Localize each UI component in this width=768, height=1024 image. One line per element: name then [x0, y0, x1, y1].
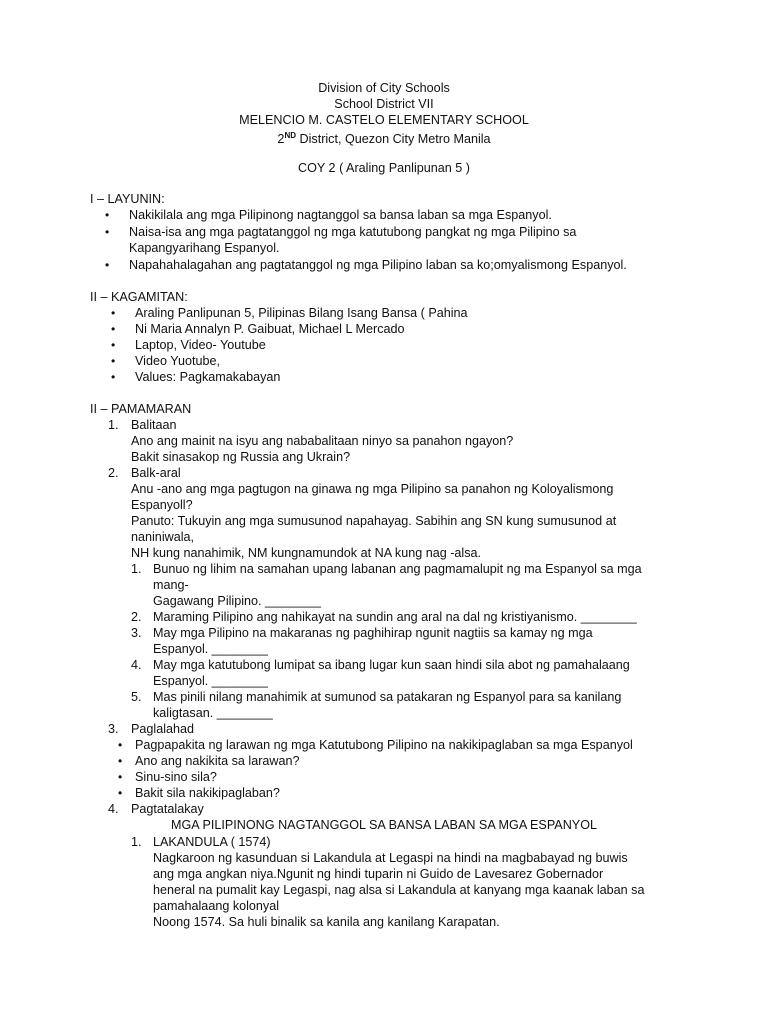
document-header	[0, 80, 768, 147]
balik-aral-line: Anu -ano ang mga pagtugon na ginawa ng mga Pilipino sa panahon ng Koloyalismong	[131, 482, 614, 496]
district-line: School District VII	[334, 97, 434, 111]
lakandula-line: ang mga angkan niya.Ngunit ng hindi tuparin ni Guido de Lavesarez Gobernador	[153, 867, 604, 881]
kagamitan-item: • Video Yuotube,	[135, 353, 220, 369]
step-number: 2.	[108, 466, 119, 480]
layunin-item: • Nakikilala ang mga Pilipinong nagtanggol sa bansa laban sa mga Espanyol.	[129, 207, 552, 223]
kagamitan-heading: II – KAGAMITAN:	[90, 290, 188, 304]
layunin-item: • Napahahalagahan ang pagtatanggol ng mga Pilipino laban sa ko;omyalismong Espanyol.	[129, 257, 627, 273]
lakandula-line: Noong 1574. Sa huli binalik sa kanila ang kanilang Karapatan.	[153, 915, 500, 929]
panuto-line: naniniwala,	[131, 530, 195, 544]
balitaan-line: Ano ang mainit na isyu ang nababalitaan ninyo sa panahon ngayon?	[131, 434, 514, 448]
balitaan-line: Bakit sinasakop ng Russia ang Ukrain?	[131, 450, 351, 464]
subject-title: COY 2 ( Araling Panlipunan 5 )	[298, 161, 470, 175]
question-text: Espanyol. ________	[153, 642, 268, 656]
panuto-line: Panuto: Tukuyin ang mga sumusunod napahayag. Sabihin ang SN kung sumusunod at	[131, 514, 617, 528]
balik-aral-line: Espanyoll?	[131, 498, 193, 512]
question-text: Bunuo ng lihim na samahan upang labanan ang pagmamalupit ng ma Espanyol sa mga	[153, 562, 642, 576]
paglalahad-item: • Sinu-sino sila?	[135, 769, 217, 785]
question-number: 2.	[131, 610, 142, 624]
question-text: Maraming Pilipino ang nahikayat na sundin ang aral na dal ng kristiyanismo. ________	[153, 610, 637, 624]
balitaan-title: Balitaan	[131, 418, 177, 432]
layunin-item: • Naisa-isa ang mga pagtatanggol ng mga katutubong pangkat ng mga Pilipino sa	[129, 224, 576, 240]
step-number: 1.	[108, 418, 119, 432]
balik-aral-title: Balk-aral	[131, 466, 181, 480]
panuto-line: NH kung nanahimik, NM kungnamundok at NA kung nag -alsa.	[131, 546, 482, 560]
paglalahad-title: Paglalahad	[131, 722, 195, 736]
discussion-heading: MGA PILIPINONG NAGTANGGOL SA BANSA LABAN SA MGA ESPANYOL	[171, 818, 597, 832]
layunin-heading: I – LAYUNIN:	[90, 192, 165, 206]
lakandula-line: pamahalaang kolonyal	[153, 899, 280, 913]
question-text: Espanyol. ________	[153, 674, 268, 688]
topic-number: 1.	[131, 835, 142, 849]
school-name: MELENCIO M. CASTELO ELEMENTARY SCHOOL	[239, 113, 529, 127]
division-line: Division of City Schools	[318, 81, 450, 95]
kagamitan-item: • Laptop, Video- Youtube	[135, 337, 266, 353]
layunin-item-cont: Kapangyarihang Espanyol.	[129, 241, 280, 255]
question-number: 5.	[131, 690, 142, 704]
question-number: 3.	[131, 626, 142, 640]
question-text: Gagawang Pilipino. ________	[153, 594, 322, 608]
kagamitan-item: • Values: Pagkamakabayan	[135, 369, 280, 385]
question-text: May mga katutubong lumipat sa ibang lugar kun saan hindi sila abot ng pamahalaang	[153, 658, 630, 672]
kagamitan-item: • Araling Panlipunan 5, Pilipinas Bilang Isang Bansa ( Pahina	[135, 305, 468, 321]
paglalahad-item: • Pagpapakita ng larawan ng mga Katutubong Pilipino na nakikipaglaban sa mga Espanyol	[135, 737, 633, 753]
pamamaran-heading: II – PAMAMARAN	[90, 402, 192, 416]
question-text: Mas pinili nilang manahimik at sumunod sa patakaran ng Espanyol para sa kanilang	[153, 690, 622, 704]
paglalahad-item: • Bakit sila nakikipaglaban?	[135, 785, 280, 801]
question-number: 1.	[131, 562, 142, 576]
lakandula-title: LAKANDULA ( 1574)	[153, 835, 271, 849]
lakandula-line: heneral na pumalit kay Legaspi, nag alsa si Lakandula at kanyang mga kaanak laban sa	[153, 883, 645, 897]
question-number: 4.	[131, 658, 142, 672]
location-line: 2ND District, Quezon City Metro Manila	[277, 131, 491, 146]
lakandula-line: Nagkaroon ng kasunduan si Lakandula at Legaspi na hindi na magbabayad ng buwis	[153, 851, 628, 865]
step-number: 4.	[108, 802, 119, 816]
pagtatalakay-title: Pagtatalakay	[131, 802, 204, 816]
kagamitan-item: • Ni Maria Annalyn P. Gaibuat, Michael L Mercado	[135, 321, 405, 337]
question-text: May mga Pilipino na makaranas ng paghihirap ngunit nagtiis sa kamay ng mga	[153, 626, 593, 640]
question-text: kaligtasan. ________	[153, 706, 273, 720]
paglalahad-item: • Ano ang nakikita sa larawan?	[135, 753, 300, 769]
question-text: mang-	[153, 578, 189, 592]
step-number: 3.	[108, 722, 119, 736]
